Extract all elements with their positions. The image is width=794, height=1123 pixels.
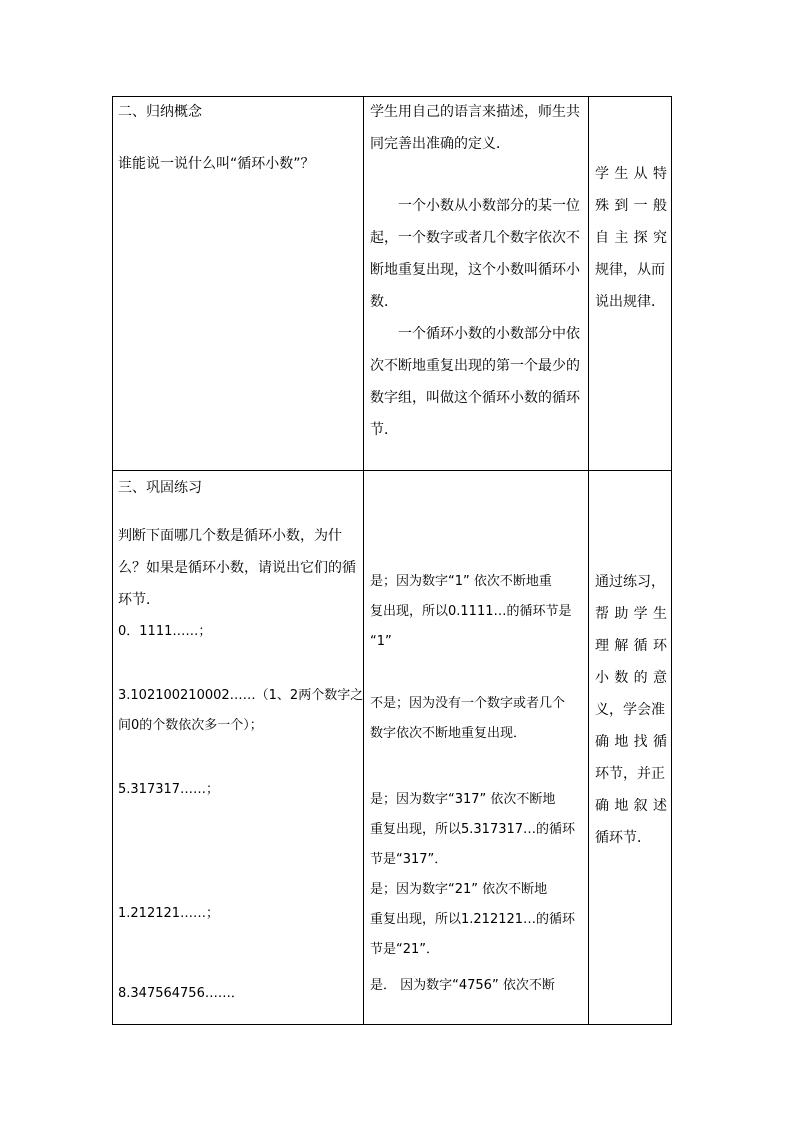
question-text: 谁能说一说什么叫“循环小数”？ xyxy=(118,156,315,172)
question-text: 么？如果是循环小数，请说出它们的循 xyxy=(118,560,356,576)
definition-text: 断地重复出现，这个小数叫循环小 xyxy=(370,262,580,278)
table-border-right xyxy=(671,96,672,1025)
intent-text: 规律，从而 xyxy=(595,262,665,278)
definition-text: 一个循环小数的小数部分中依 xyxy=(398,326,580,342)
number-item: 3.102100210002……（1、2两个数字之 xyxy=(118,688,364,703)
answer-text: 重复出现，所以5.317317…的循环 xyxy=(370,822,576,837)
intent-text: 确 地 叙 述 xyxy=(595,798,667,814)
intent-text: 帮 助 学 生 xyxy=(595,606,667,622)
answer-text: 复出现，所以0.1111…的循环节是 xyxy=(370,604,572,619)
definition-text: 数． xyxy=(370,294,398,310)
answer-text: 是；因为数字“1” 依次不断地重 xyxy=(370,574,552,589)
answer-text: 是；因为数字“317” 依次不断地 xyxy=(370,792,556,807)
answer-text: 数字依次不断地重复出现． xyxy=(370,726,527,741)
definition-text: 节． xyxy=(370,422,398,438)
table-border-left xyxy=(112,96,113,1025)
intent-text: 自 主 探 究 xyxy=(595,230,667,246)
definition-text: 一个小数从小数部分的某一位 xyxy=(398,198,580,214)
number-item: 0．1111……； xyxy=(118,624,212,639)
section-title: 二、归纳概念 xyxy=(118,104,202,120)
intent-text: 循环节． xyxy=(595,830,651,846)
intent-text: 学 生 从 特 xyxy=(595,166,667,182)
number-item: 8.347564756……． xyxy=(118,986,244,1001)
intent-text: 环节，并正 xyxy=(595,766,665,782)
intent-text: 理 解 循 环 xyxy=(595,638,667,654)
answer-text: 重复出现，所以1.212121…的循环 xyxy=(370,912,576,927)
student-text: 同完善出准确的定义． xyxy=(370,136,510,152)
number-item: 5.317317……； xyxy=(118,782,220,797)
intent-text: 确 地 找 循 xyxy=(595,734,667,750)
answer-text: 节是“317”． xyxy=(370,852,448,867)
definition-text: 数字组，叫做这个循环小数的循环 xyxy=(370,390,580,406)
answer-text: “1” xyxy=(370,634,392,649)
section-title: 三、巩固练习 xyxy=(118,480,202,496)
question-text: 判断下面哪几个数是循环小数，为什 xyxy=(118,528,342,544)
definition-text: 次不断地重复出现的第一个最少的 xyxy=(370,358,580,374)
student-text: 学生用自己的语言来描述，师生共 xyxy=(370,104,580,120)
intent-text: 说出规律． xyxy=(595,294,665,310)
table-divider-2 xyxy=(588,96,589,1025)
number-item: 间0的个数依次多一个）； xyxy=(118,718,263,733)
answer-text: 节是“21”． xyxy=(370,942,440,957)
answer-text: 是；因为数字“21” 依次不断地 xyxy=(370,882,548,897)
intent-text: 通过练习， xyxy=(595,574,665,590)
question-text: 环节． xyxy=(118,592,160,608)
lesson-table xyxy=(112,96,672,1025)
intent-text: 殊 到 一 般 xyxy=(595,198,667,214)
answer-text: 不是；因为没有一个数字或者几个 xyxy=(370,696,566,711)
table-divider-1 xyxy=(363,96,364,1025)
number-item: 1.212121……； xyxy=(118,906,220,921)
intent-text: 义，学会准 xyxy=(595,702,665,718)
intent-text: 小 数 的 意 xyxy=(595,670,667,686)
definition-text: 起，一个数字或者几个数字依次不 xyxy=(370,230,580,246)
answer-text: 是． 因为数字“4756” 依次不断 xyxy=(370,978,555,993)
